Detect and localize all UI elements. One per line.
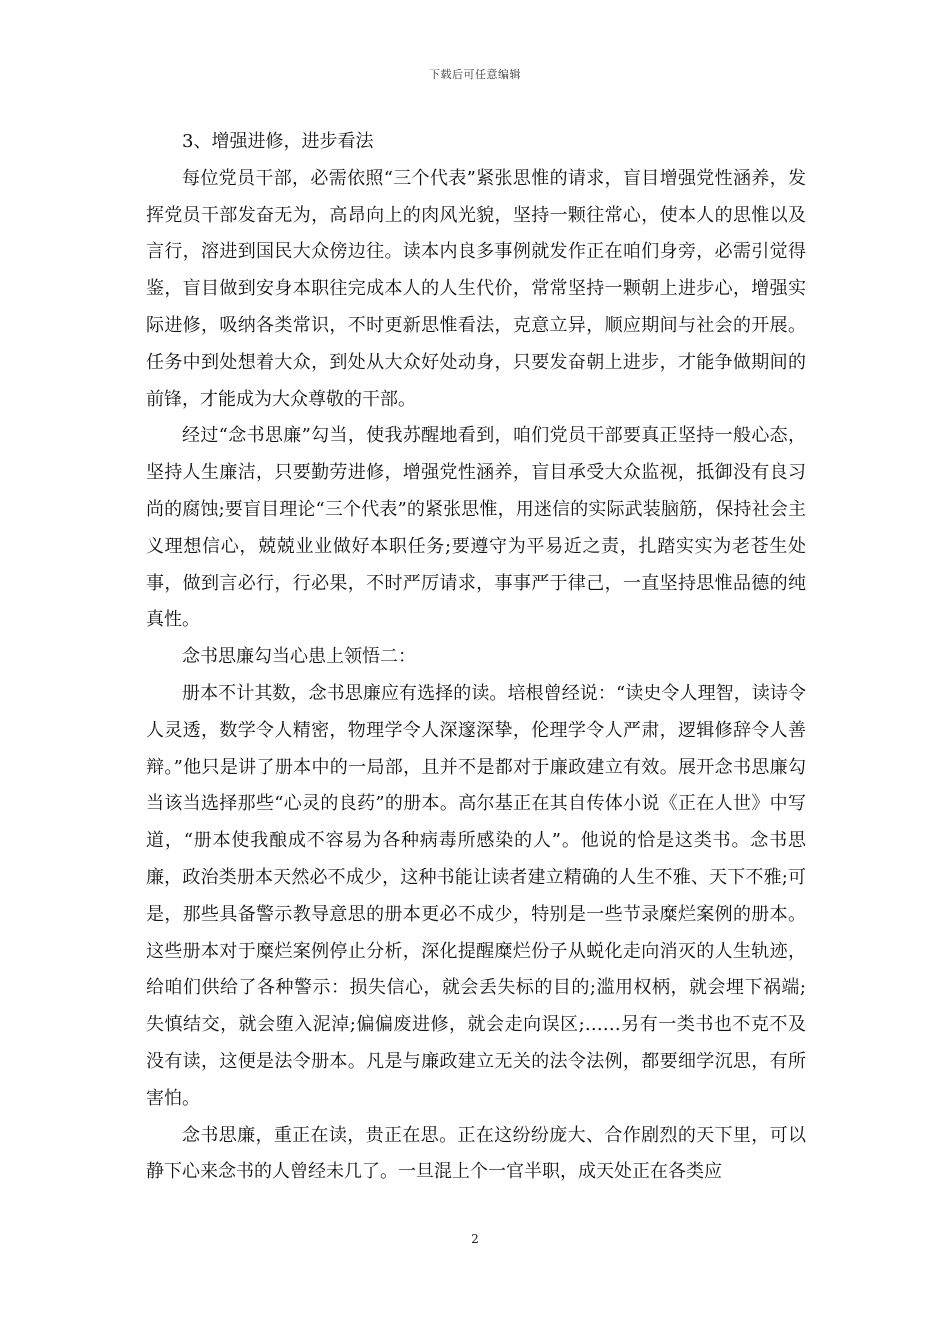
page-header: 下载后可任意编辑 <box>429 68 521 81</box>
document-body <box>146 124 806 1191</box>
paragraph: 念书思廉，重正在读，贵正在思。正在这纷纷庞大、合作剧烈的天下里，可以静下心来念书的人曾经未几了。一旦混上个一官半职，成天处正在各类应 <box>146 1124 806 1183</box>
section-heading: 念书思廉勾当心患上领悟二： <box>182 646 416 668</box>
paragraph: 经过“念书思廉”勾当，使我苏醒地看到，咱们党员干部要真正坚持一般心态，坚持人生廉洁，只要勤劳进修，增强党性涵养，盲目承受大众监视，抵御没有良习尚的腐蚀;要盲目理论“三个代表”的紧张思惟，用迷信的实际武装脑筋，保持社会主义理想信心，兢兢业业做好本职任务;要遵守为平易近之责，扎踏实实为老苍生处事，做到言必行，行必果，不时严厉请求，事事严于律己，一直坚持思惟品德的纯真性。 <box>146 425 806 631</box>
page-number: 2 <box>471 1232 479 1246</box>
paragraph: 册本不计其数，念书思廉应有选择的读。培根曾经说：“读史令人理智，读诗令人灵透，数学令人精密，物理学令人深邃深挚，伦理学令人严肃，逻辑修辞令人善辩。”他只是讲了册本中的一局部，且并不是都对于廉政建立有效。展开念书思廉勾当该当选择那些“心灵的良药”的册本。高尔基正在其自传体小说《正在人世》中写道，“册本使我酿成不容易为各种病毒所感染的人”。他说的恰是这类书。念书思廉，政治类册本天然必不成少，这种书能让读者建立精确的人生不雅、天下不雅;可是，那些具备警示教导意思的册本更必不成少，特别是一些节录糜烂案例的册本。这些册本对于糜烂案例停止分析，深化提醒糜烂份子从蜕化走向消灭的人生轨迹，给咱们供给了各种警示：损失信心，就会丢失标的目的;滥用权柄，就会埋下祸端;失慎结交，就会堕入泥淖;偏偏废进修，就会走向误区;……另有一类书也不克不及没有读，这便是法令册本。凡是与廉政建立无关的法令法例，都要细学沉思，有所害怕。 <box>146 682 806 1109</box>
paragraph: 每位党员干部，必需依照“三个代表”紧张思惟的请求，盲目增强党性涵养，发挥党员干部发奋无为，高昂向上的肉风光貌，坚持一颗往常心，使本人的思惟以及言行，溶进到国民大众傍边往。读本内良多事例就发作正在咱们身旁，必需引觉得鉴，盲目做到安身本职往完成本人的人生代价，常常坚持一颗朝上进步心，增强实际进修，吸纳各类常识，不时更新思惟看法，克意立异，顺应期间与社会的开展。任务中到处想着大众，到处从大众好处动身，只要发奋朝上进步，才能争做期间的前锋，才能成为大众尊敬的干部。 <box>146 167 806 410</box>
section-heading: 3、增强进修，进步看法 <box>182 131 374 152</box>
